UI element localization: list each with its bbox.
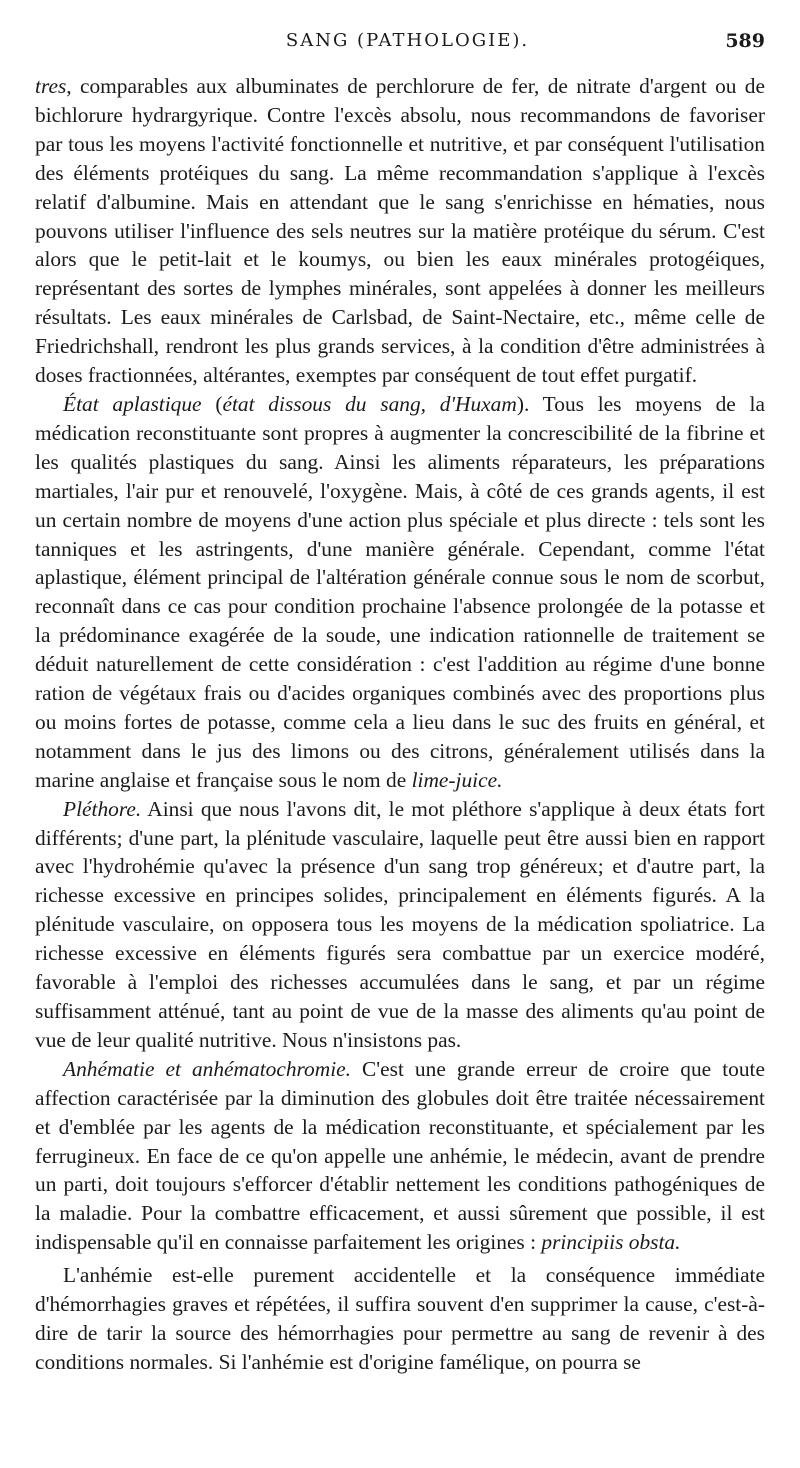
text-segment: état dissous du sang, d'Huxam <box>222 391 517 416</box>
paragraph <box>35 1055 765 1257</box>
paragraph-heading: Anhématie et anhématochromie. <box>63 1056 351 1081</box>
page-number: 589 <box>725 30 765 52</box>
text-segment: tres <box>35 74 67 98</box>
paragraph <box>35 390 765 795</box>
text-segment: , comparables aux albuminates de perchlorure de fer, de nitrate d'argent ou de bichlorure hydrargyrique. Contre l'excès absolu, nous recommandons de favoriser par tous les moyens l'activité fonctionnelle et nutritive, et par conséquent l'utilisation des éléments protéiques du sang. La même recommandation s'applique à l'excès relatif d'albumine. Mais en attendant que le sang s'enrichisse en hématies, nous pouvons utiliser l'influence des sels neutres sur la matière protéique du sérum. C'est alors que le petit-lait et le koumys, ou bien les eaux minérales protogéiques, représentant des sortes de lymphes minérales, sont appelées à donner les meilleurs résultats. Les eaux minérales de Carlsbad, de Saint-Nectaire, etc., même celle de Friedrichshall, rendront les plus grands services, à la condition d'être administrées à doses fractionnées, altérantes, exemptes par conséquent de tout effet purgatif. <box>35 74 765 388</box>
paragraph <box>35 1261 765 1377</box>
body-text <box>35 72 765 1377</box>
page-header <box>50 30 765 60</box>
text-segment: C'est une grande erreur de croire que toute affection caractérisée par la diminution des globules doit être traitée nécessairement et d'emblée par les agents de la médication reconstituante, et spécialement par les ferrugineux. En face de ce qu'on appelle une anhémie, le médecin, avant de prendre un parti, doit toujours s'efforcer d'établir nettement les conditions pathogéniques de la maladie. Pour la combattre efficacement, et aussi sûrement que possible, il est indispensable qu'il en connaisse parfaitement les origines : <box>35 1056 765 1255</box>
paragraph-heading: Pléthore. <box>63 796 142 821</box>
text-segment: ). Tous les moyens de la médication reconstituante sont propres à augmenter la concrescibilité de la fibrine et les qualités plastiques du sang. Ainsi les aliments réparateurs, les préparations martiales, l'air pur et renouvelé, l'oxygène. Mais, à côté de ces grands agents, il est un certain nombre de moyens d'une action plus spéciale et plus directe : tels sont les tanniques et les astringents, d'une manière générale. Cependant, comme l'état aplastique, élément principal de l'altération générale connue sous le nom de scorbut, reconnaît dans ce cas pour condition prochaine l'absence prolongée de la potasse et la prédominance exagérée de la soude, une indication rationnelle de traitement se déduit naturellement de cette considération : c'est l'addition au régime d'une bonne ration de végétaux frais ou d'acides organiques combinés avec des proportions plus ou moins fortes de potasse, comme cela a lieu dans le suc des fruits en général, et notamment dans le jus des limons ou des citrons, généralement utilisés dans la marine anglaise et française sous le nom de <box>35 391 765 792</box>
text-segment: Ainsi que nous l'avons dit, le mot pléthore s'applique à deux états fort différents; d'une part, la plénitude vasculaire, laquelle peut être aussi bien en rapport avec l'hydrohémie qu'avec la présence d'un sang trop généreux; et d'autre part, la richesse excessive en principes solides, principalement en éléments figurés. A la plénitude vasculaire, on opposera tous les moyens de la médication spoliatrice. La richesse excessive en éléments figurés sera combattue par un exercice modéré, favorable à l'emploi des richesses accumulées dans le sang, et par un régime suffisamment atténué, tant au point de vue de la masse des aliments qu'au point de vue de leur qualité nutritive. Nous n'insistons pas. <box>35 796 765 1052</box>
running-title: SANG (PATHOLOGIE). <box>285 30 530 51</box>
text-segment: L'anhémie est-elle purement accidentelle et la conséquence immédiate d'hémorrhagies graves et répétées, il suffira souvent d'en supprimer la cause, c'est-à-dire de tarir la source des hémorrhagies pour permettre au sang de revenir à des conditions normales. Si l'anhémie est d'origine famélique, on pourra se <box>35 1263 765 1374</box>
text-segment: ( <box>201 391 223 416</box>
text-segment: principiis obsta. <box>541 1230 681 1255</box>
paragraph-heading: État aplastique <box>63 391 202 416</box>
paragraph <box>35 795 765 1055</box>
paragraph <box>35 72 765 390</box>
text-segment: lime-juice. <box>411 767 503 792</box>
